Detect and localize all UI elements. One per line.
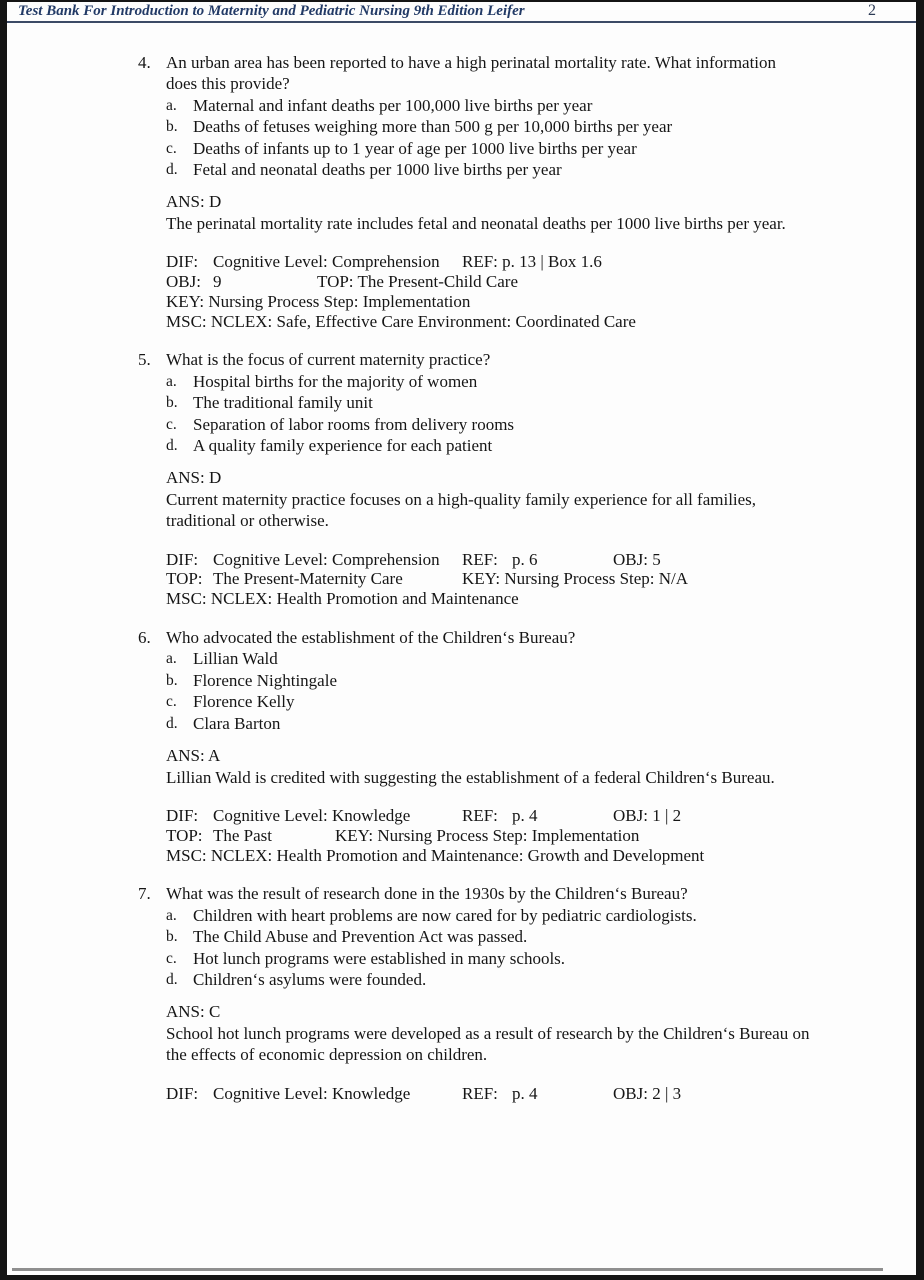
meta-segment: TOP: The Present-Child Care: [317, 272, 518, 292]
meta-segment: p. 4: [512, 1083, 538, 1103]
option-row: [7, 926, 916, 947]
meta-segment: TOP:: [166, 569, 203, 589]
option-text: Separation of labor rooms from delivery rooms: [193, 414, 515, 434]
option-text: Lillian Wald: [193, 649, 278, 669]
meta-block: [7, 806, 916, 865]
meta-segment: DIF:: [166, 805, 199, 825]
option-letter: d.: [166, 437, 178, 455]
option-letter: c.: [166, 139, 177, 157]
meta-segment: REF:: [462, 549, 498, 569]
question-block: [7, 627, 916, 865]
meta-line: [7, 312, 916, 332]
rationale: [7, 767, 916, 788]
option-text: Hot lunch programs were established in many schools.: [193, 948, 566, 968]
meta-segment: TOP:: [166, 825, 203, 845]
question-number: 7.: [138, 884, 151, 904]
meta-line: [7, 846, 916, 866]
option-row: [7, 648, 916, 669]
meta-line: [7, 826, 916, 846]
meta-segment: REF:: [462, 805, 498, 825]
meta-block: [7, 550, 916, 609]
option-letter: b.: [166, 671, 178, 689]
option-row: [7, 670, 916, 691]
question-line: What was the result of research done in the 1930s by the Children‘s Bureau?: [166, 884, 688, 904]
rationale: [7, 489, 916, 532]
option-letter: a.: [166, 96, 177, 114]
meta-segment: Cognitive Level: Knowledge: [213, 1083, 411, 1103]
option-list: [7, 95, 916, 181]
meta-segment: REF: p. 13 | Box 1.6: [462, 252, 602, 272]
option-row: [7, 116, 916, 137]
document-page: [7, 2, 916, 1275]
option-letter: c.: [166, 693, 177, 711]
meta-line: [7, 589, 916, 609]
option-text: Hospital births for the majority of women: [193, 371, 478, 391]
option-letter: c.: [166, 949, 177, 967]
meta-line: [7, 550, 916, 570]
option-letter: b.: [166, 394, 178, 412]
option-letter: d.: [166, 970, 178, 988]
option-letter: b.: [166, 118, 178, 136]
meta-segment: MSC: NCLEX: Health Promotion and Maintenance: [166, 589, 519, 609]
option-list: [7, 648, 916, 734]
option-letter: a.: [166, 372, 177, 390]
meta-segment: 9: [213, 272, 222, 292]
meta-segment: REF:: [462, 1083, 498, 1103]
option-text: Maternal and infant deaths per 100,000 live births per year: [193, 95, 593, 115]
meta-segment: Cognitive Level: Comprehension: [213, 549, 440, 569]
question-line: An urban area has been reported to have a high perinatal mortality rate. What information: [166, 53, 777, 72]
answer-line: ANS: A: [166, 746, 221, 766]
option-letter: b.: [166, 928, 178, 946]
rationale: [7, 213, 916, 234]
meta-segment: Cognitive Level: Knowledge: [213, 805, 411, 825]
question-number: 4.: [138, 53, 151, 72]
question-block: [7, 349, 916, 609]
meta-segment: DIF:: [166, 549, 199, 569]
option-letter: c.: [166, 415, 177, 433]
option-text: Florence Nightingale: [193, 670, 337, 690]
meta-line: [7, 806, 916, 826]
option-row: [7, 691, 916, 712]
option-letter: a.: [166, 650, 177, 668]
question-number: 5.: [138, 350, 151, 370]
meta-segment: KEY: Nursing Process Step: Implementation: [335, 825, 640, 845]
option-text: Children with heart problems are now cared for by pediatric cardiologists.: [193, 905, 697, 925]
option-list: [7, 371, 916, 457]
meta-segment: p. 4: [512, 805, 538, 825]
option-letter: d.: [166, 161, 178, 179]
meta-segment: DIF:: [166, 252, 199, 272]
meta-line: [7, 292, 916, 312]
option-text: Florence Kelly: [193, 692, 295, 712]
header-page-number: 2: [868, 2, 876, 19]
page-header: [7, 2, 916, 23]
meta-segment: MSC: NCLEX: Health Promotion and Maintenance: Growth and Development: [166, 845, 705, 865]
meta-segment: DIF:: [166, 1083, 199, 1103]
meta-segment: OBJ: 5: [613, 549, 661, 569]
option-row: [7, 713, 916, 734]
option-text: Children‘s asylums were founded.: [193, 969, 427, 989]
meta-segment: Cognitive Level: Comprehension: [213, 252, 440, 272]
header-title: Test Bank For Introduction to Maternity and Pediatric Nursing 9th Edition Leifer: [18, 3, 525, 19]
meta-segment: The Present-Maternity Care: [213, 569, 403, 589]
option-row: [7, 95, 916, 116]
option-text: Deaths of fetuses weighing more than 500 g per 10,000 births per year: [193, 117, 673, 137]
option-row: [7, 414, 916, 435]
meta-segment: OBJ: 1 | 2: [613, 805, 682, 825]
question-line: does this provide?: [166, 74, 290, 94]
option-text: A quality family experience for each patient: [193, 436, 493, 456]
question-block: [7, 883, 916, 1103]
question-block: [7, 52, 916, 331]
rationale-line: traditional or otherwise.: [166, 511, 329, 531]
meta-block: [7, 252, 916, 331]
answer-line: ANS: C: [166, 1002, 221, 1022]
meta-segment: The Past: [213, 825, 273, 845]
rationale-line: Current maternity practice focuses on a high-quality family experience for all families,: [166, 489, 757, 509]
rationale-line: the effects of economic depression on children.: [166, 1045, 488, 1065]
option-text: The Child Abuse and Prevention Act was passed.: [193, 927, 528, 947]
rationale: [7, 1023, 916, 1066]
meta-segment: OBJ:: [166, 272, 201, 292]
question-line: What is the focus of current maternity practice?: [166, 350, 491, 370]
option-text: Fetal and neonatal deaths per 1000 live births per year: [193, 160, 562, 180]
question-line: Who advocated the establishment of the Children‘s Bureau?: [166, 628, 576, 648]
question-number: 6.: [138, 628, 151, 648]
meta-segment: MSC: NCLEX: Safe, Effective Care Environment: Coordinated Care: [166, 311, 636, 331]
option-row: [7, 138, 916, 159]
option-row: [7, 948, 916, 969]
option-text: Deaths of infants up to 1 year of age per 1000 live births per year: [193, 138, 637, 158]
option-row: [7, 159, 916, 180]
meta-block: [7, 1084, 916, 1104]
meta-segment: OBJ: 2 | 3: [613, 1083, 682, 1103]
answer-line: ANS: D: [166, 468, 222, 488]
rationale-line: The perinatal mortality rate includes fetal and neonatal deaths per 1000 live births per year.: [166, 213, 786, 233]
page-bottom-edge: [12, 1268, 883, 1271]
option-row: [7, 371, 916, 392]
option-row: [7, 969, 916, 990]
option-text: The traditional family unit: [193, 393, 373, 413]
meta-segment: KEY: Nursing Process Step: N/A: [462, 569, 689, 589]
option-letter: d.: [166, 714, 178, 732]
option-row: [7, 392, 916, 413]
option-list: [7, 905, 916, 991]
questions: [7, 23, 916, 1103]
meta-line: [7, 569, 916, 589]
rationale-line: School hot lunch programs were developed as a result of research by the Children‘s Bureau on: [166, 1023, 810, 1043]
meta-line: [7, 1084, 916, 1104]
meta-segment: KEY: Nursing Process Step: Implementation: [166, 291, 471, 311]
answer-line: ANS: D: [166, 192, 222, 212]
meta-line: [7, 252, 916, 272]
meta-segment: p. 6: [512, 549, 538, 569]
option-row: [7, 905, 916, 926]
option-row: [7, 435, 916, 456]
rationale-line: Lillian Wald is credited with suggesting the establishment of a federal Children‘s Bureau.: [166, 767, 775, 787]
meta-line: [7, 272, 916, 292]
option-letter: a.: [166, 906, 177, 924]
option-text: Clara Barton: [193, 713, 281, 733]
